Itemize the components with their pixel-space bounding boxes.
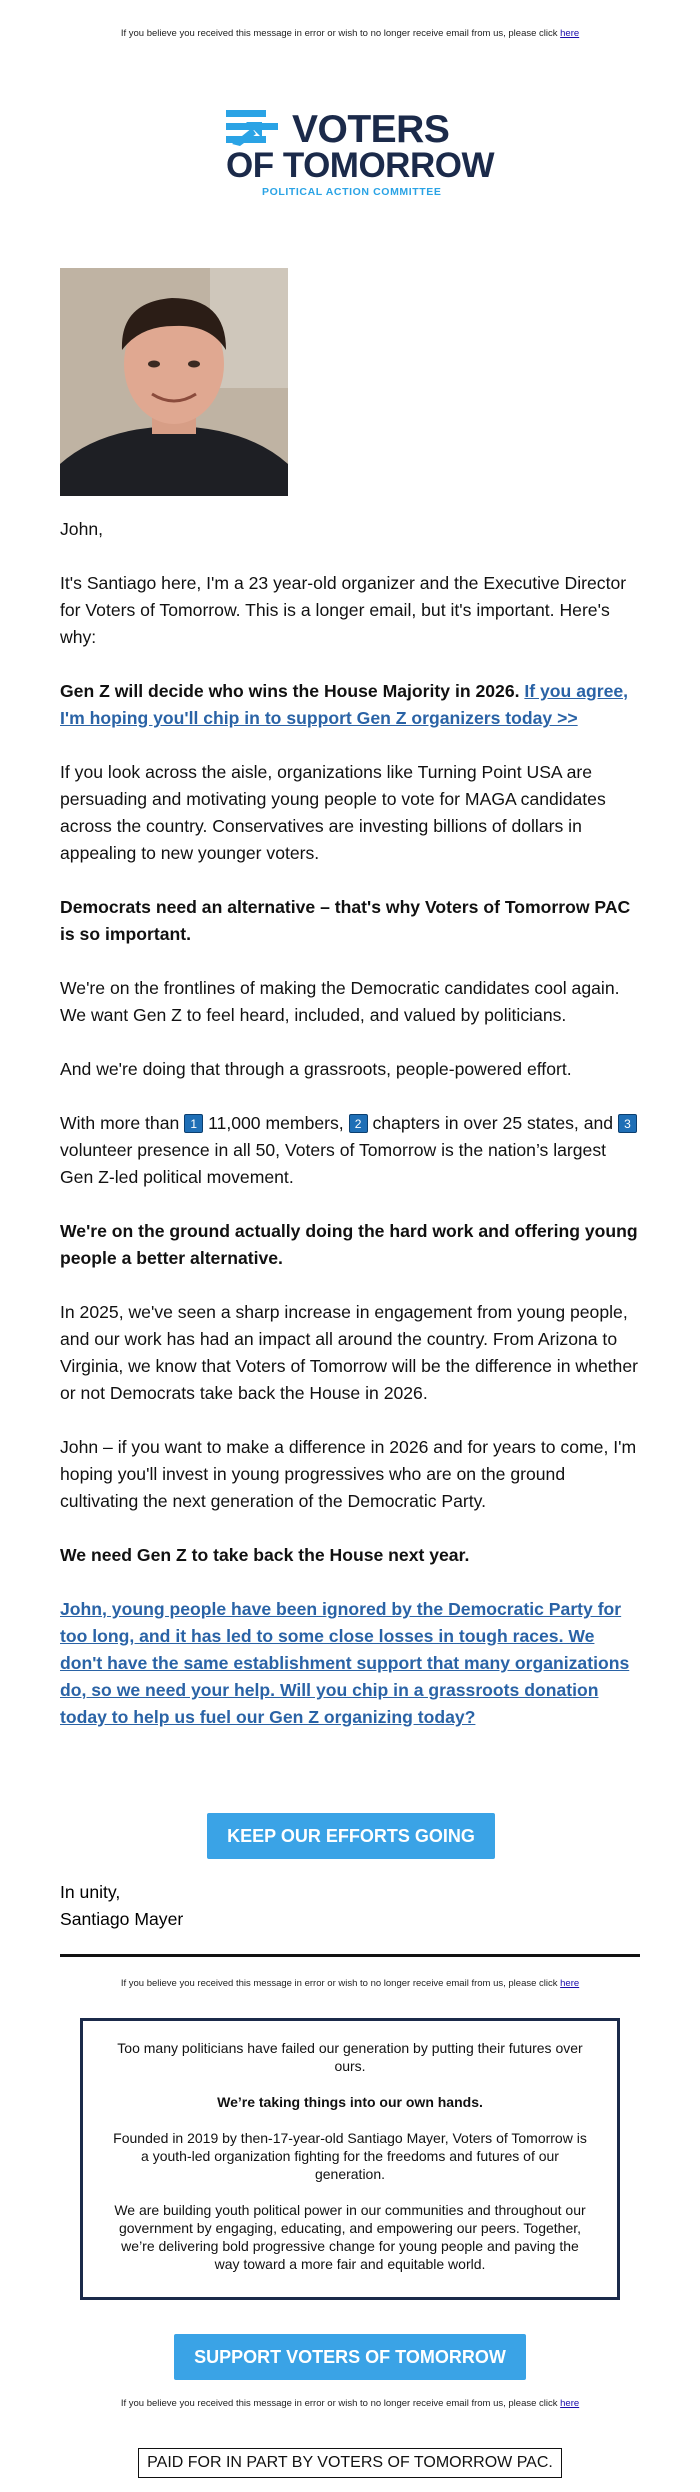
unsubscribe-link[interactable]: here (560, 28, 580, 39)
genz-paragraph (60, 678, 640, 732)
about-paragraph-1: Too many politicians have failed our generation by putting their futures over ours. (117, 2040, 583, 2074)
ask-paragraph (60, 1596, 640, 1731)
signoff: In unity, (60, 1882, 121, 1902)
keycap-one-icon: 1 (184, 1114, 203, 1133)
unsubscribe-link[interactable]: here (560, 2398, 580, 2409)
stats-paragraph (60, 1110, 640, 1191)
alternative-paragraph: Democrats need an alternative – that's why Voters of Tomorrow PAC is so important. (60, 897, 631, 944)
about-paragraph-3: Founded in 2019 by then-17-year-old Santiago Mayer, Voters of Tomorrow is a youth-led organization fighting for the freedoms and futures of our generation. (113, 2130, 587, 2182)
invest-paragraph: John – if you want to make a difference in 2026 and for years to come, I'm hoping you'll invest in young progressives who are on the ground cultivating the next generation of the Democratic Party. (60, 1437, 637, 1511)
unsubscribe-notice-middle (0, 1978, 700, 1989)
keep-efforts-going-button[interactable]: KEEP OUR EFFORTS GOING (207, 1813, 495, 1859)
about-paragraph-2: We’re taking things into our own hands. (217, 2094, 483, 2110)
genz-bold-text: Gen Z will decide who wins the House Majority in 2026. (60, 681, 520, 701)
signoff-block (60, 1879, 183, 1933)
section-divider (60, 1954, 640, 1957)
stats-prefix: With more than (60, 1113, 180, 1133)
keycap-two-icon: 2 (349, 1114, 368, 1133)
paid-for-disclaimer: PAID FOR IN PART BY VOTERS OF TOMORROW PAC. (138, 2448, 562, 2478)
about-paragraph-4: We are building youth political power in our communities and throughout our government by engaging, educating, and empowering our peers. Together, we’re delivering bold progressive change for young people and paving the way toward a more fair and equitable world. (114, 2202, 586, 2272)
ground-paragraph: We're on the ground actually doing the hard work and offering young people a better alternative. (60, 1221, 638, 1268)
grassroots-paragraph: And we're doing that through a grassroots, people-powered effort. (60, 1059, 572, 1079)
stats-members: 11,000 members, (208, 1113, 344, 1133)
logo-subtitle: POLITICAL ACTION COMMITTEE (262, 186, 442, 198)
donation-ask-link[interactable]: John, young people have been ignored by the Democratic Party for too long, and it has led to some close losses in tough races. We don't have the same establishment support that many organizations do, so we need your help. Will you chip in a grassroots donation today to help us fuel our Gen Z organizing today? (60, 1599, 630, 1727)
logo-line2: OF TOMORROW (226, 146, 494, 185)
keycap-three-icon: 3 (618, 1114, 637, 1133)
stats-volunteers: volunteer presence in all 50, Voters of Tomorrow is the nation’s largest Gen Z-led political movement. (60, 1140, 607, 1187)
signature: Santiago Mayer (60, 1909, 184, 1929)
logo-line1: VOTERS (292, 108, 450, 151)
unsubscribe-notice-bottom (0, 2398, 700, 2409)
year-2025-paragraph: In 2025, we've seen a sharp increase in engagement from young people, and our work has had an impact all around the country. From Arizona to Virginia, we know that Voters of Tomorrow will be the difference in whether or not Democrats take back the House in 2026. (60, 1302, 638, 1403)
house-paragraph: We need Gen Z to take back the House next year. (60, 1545, 470, 1565)
intro-paragraph: It's Santiago here, I'm a 23 year-old organizer and the Executive Director for Voters of Tomorrow. This is a longer email, but it's important. Here's why: (60, 573, 627, 647)
support-voters-of-tomorrow-button[interactable]: SUPPORT VOTERS OF TOMORROW (174, 2334, 526, 2380)
unsubscribe-text: If you believe you received this message in error or wish to no longer receive email from us, please click (120, 28, 561, 39)
santiago-headshot-photo (60, 268, 288, 496)
unsubscribe-text: If you believe you received this message in error or wish to no longer receive email from us, please click (120, 1978, 561, 1989)
email-body (60, 516, 640, 1758)
stats-chapters: chapters in over 25 states, and (372, 1113, 614, 1133)
unsubscribe-link[interactable]: here (560, 1978, 580, 1989)
voters-of-tomorrow-logo (226, 108, 494, 200)
about-organization-box (80, 2018, 620, 2300)
unsubscribe-text: If you believe you received this message in error or wish to no longer receive email from us, please click (120, 2398, 561, 2409)
portrait-image (60, 268, 288, 496)
greeting: John, (60, 519, 104, 539)
chip-in-link[interactable]: If you agree, I'm hoping you'll chip in to support Gen Z organizers today >> (60, 681, 629, 728)
aisle-paragraph: If you look across the aisle, organizations like Turning Point USA are persuading and motivating young people to vote for MAGA candidates across the country. Conservatives are investing billions of dollars in appealing to new younger voters. (60, 762, 606, 863)
frontlines-paragraph: We're on the frontlines of making the Democratic candidates cool again. We want Gen Z to feel heard, included, and valued by politicians. (60, 978, 620, 1025)
unsubscribe-notice-top (0, 28, 700, 39)
